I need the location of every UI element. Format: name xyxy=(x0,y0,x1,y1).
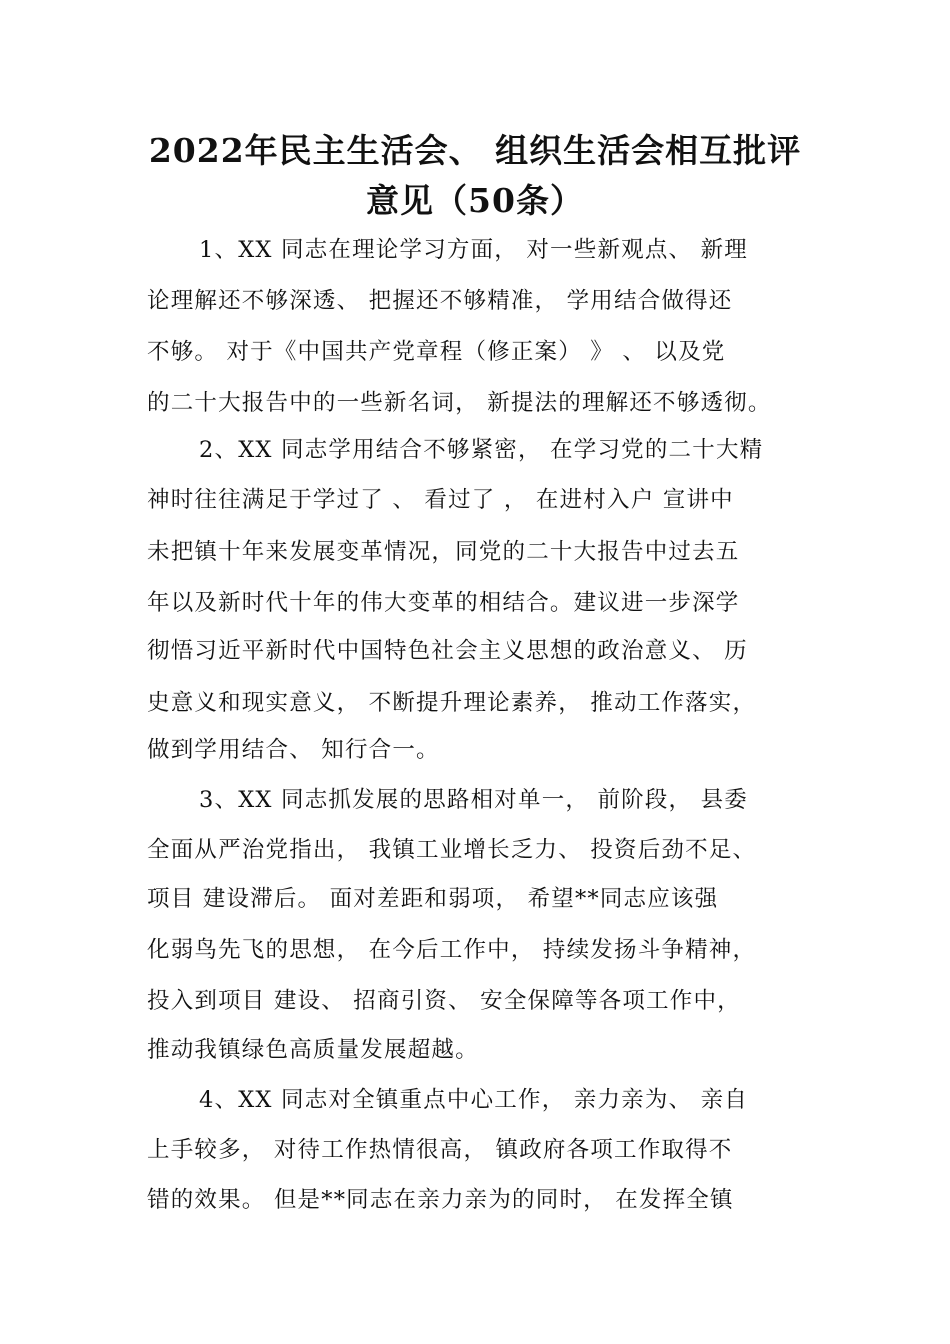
text-line: 的二十大报告中的一些新名词， 新提法的理解还不够透彻。 xyxy=(147,390,772,416)
text-line: 2、XX 同志学用结合不够紧密， 在学习党的二十大精 xyxy=(199,437,764,463)
text-line: 错的效果。 但是**同志在亲力亲为的同时， 在发挥全镇 xyxy=(147,1187,734,1213)
text-line: 论理解还不够深透、 把握还不够精准， 学用结合做得还 xyxy=(147,288,733,314)
title-line-2: 意见（50条） xyxy=(366,181,584,220)
text-line: 做到学用结合、 知行合一。 xyxy=(147,737,440,763)
text-line: 不够。 对于《中国共产党章程（修正案） 》 、 以及党 xyxy=(147,339,726,365)
text-line: 3、XX 同志抓发展的思路相对单一， 前阶段， 县委 xyxy=(199,787,749,813)
text-line: 全面从严治党指出， 我镇工业增长乏力、 投资后劲不足、 xyxy=(147,837,757,863)
text-line: 投入到项目 建设、 招商引资、 安全保障等各项工作中， xyxy=(147,988,741,1014)
text-line: 项目 建设滞后。 面对差距和弱项， 希望**同志应该强 xyxy=(147,886,719,912)
text-line: 推动我镇绿色高质量发展超越。 xyxy=(147,1037,479,1063)
text-line: 年以及新时代十年的伟大变革的相结合。建议进一步深学 xyxy=(147,590,740,616)
text-line: 史意义和现实意义， 不断提升理论素养， 推动工作落实， xyxy=(147,690,757,716)
text-line: 4、XX 同志对全镇重点中心工作， 亲力亲为、 亲自 xyxy=(199,1087,749,1113)
title-line-1: 2022年民主生活会、 组织生活会相互批评 xyxy=(148,131,802,170)
text-line: 化弱鸟先飞的思想， 在今后工作中， 持续发扬斗争精神， xyxy=(147,937,757,963)
text-line: 未把镇十年来发展变革情况，同党的二十大报告中过去五 xyxy=(147,539,740,565)
document-title xyxy=(140,126,810,226)
text-line: 1、XX 同志在理论学习方面， 对一些新观点、 新理 xyxy=(199,237,749,263)
text-line: 神时往往满足于学过了 、 看过了 ， 在进村入户 宣讲中 xyxy=(147,487,734,513)
text-line: 上手较多， 对待工作热情很高， 镇政府各项工作取得不 xyxy=(147,1137,733,1163)
text-line: 彻悟习近平新时代中国特色社会主义思想的政治意义、 历 xyxy=(147,638,748,664)
